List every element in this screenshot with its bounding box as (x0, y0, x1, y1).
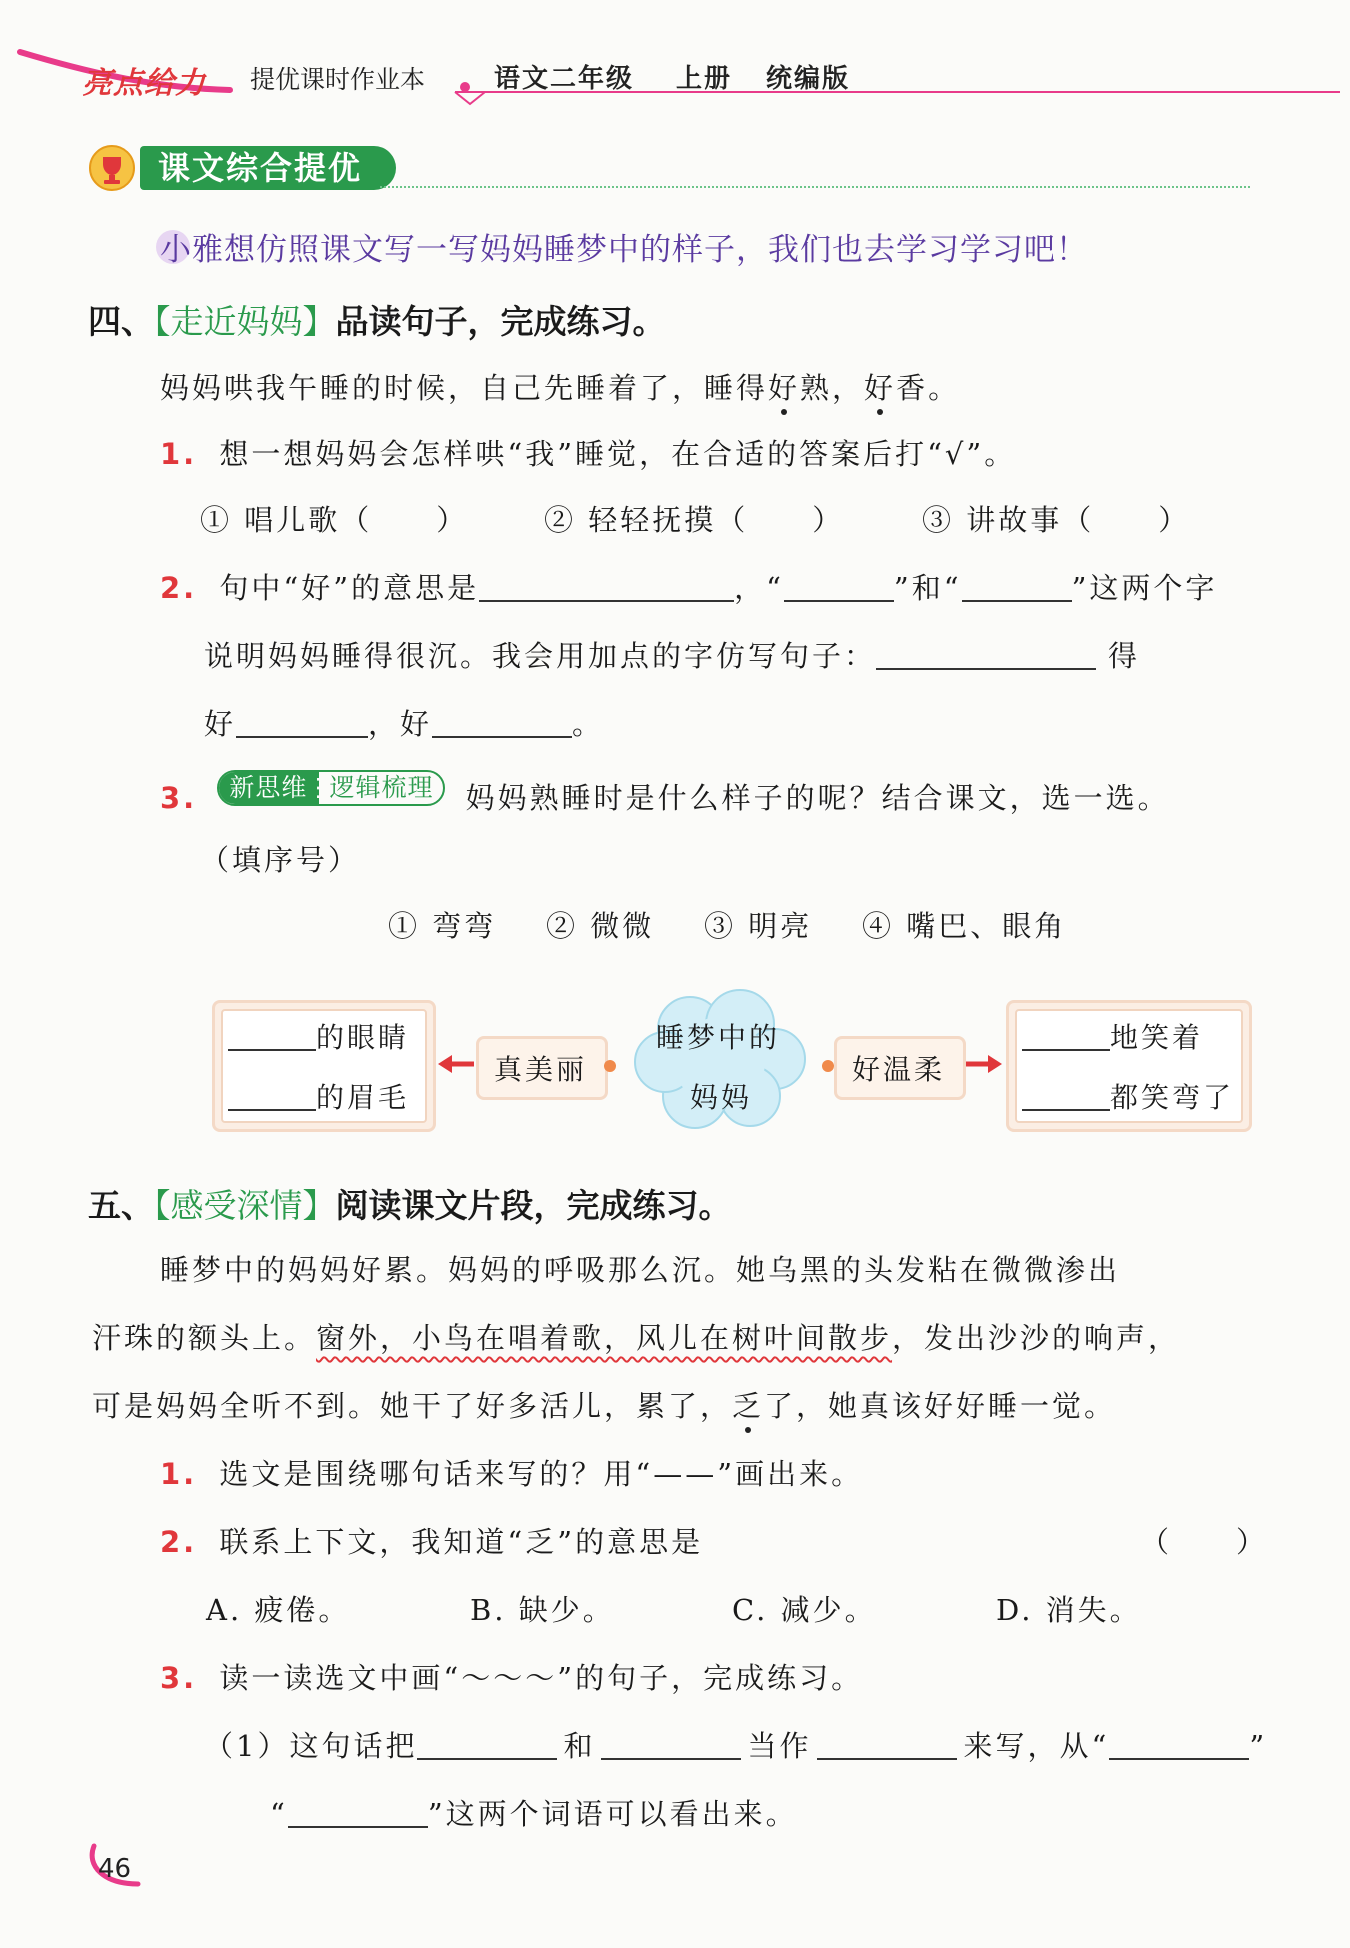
q4-passage-c: 香。 (896, 371, 961, 405)
q4-passage (160, 366, 960, 407)
q4-choice-4: ④ 嘴巴、眼角 (862, 909, 1067, 943)
q5-item2-paren[interactable]: （ ） (1140, 1525, 1269, 1559)
answer-blank[interactable] (417, 1729, 557, 1760)
header-edition: 统编版 (766, 64, 851, 94)
q5-option-a[interactable]: A. 疲倦。 (206, 1593, 351, 1627)
diagram-right-item-2 (1022, 1076, 1234, 1116)
q4-tag: 【走近妈妈】 (154, 302, 336, 341)
q5-passage-line3 (92, 1384, 1116, 1425)
q5-sub-e: ” (1249, 1729, 1268, 1763)
q4-item3-note: （填序号） (200, 843, 361, 877)
answer-blank[interactable] (784, 571, 894, 602)
answer-blank[interactable] (228, 1081, 316, 1111)
q5-p3-b: 了，她真该好好睡一觉。 (764, 1389, 1117, 1423)
q4-passage-a: 妈妈哄我午睡的时候，自己先睡着了，睡得 (160, 371, 769, 405)
diagram-center-line1: 睡梦中的 (656, 1021, 781, 1054)
q4-heading (88, 296, 666, 343)
q5-p3-a: 可是妈妈全听不到。她干了好多活儿，累了， (92, 1389, 733, 1423)
answer-blank[interactable] (817, 1729, 957, 1760)
q4-item3-num: 3. (160, 781, 198, 815)
q4-prefix: 四、 (88, 302, 154, 341)
q4-item2-line3-a: 好 (204, 707, 237, 741)
q5-tag: 【感受深情】 (154, 1186, 336, 1225)
header-volume: 上册 (676, 64, 733, 94)
q4-item1-text: 想一想妈妈会怎样哄“我”睡觉，在合适的答案后打“√”。 (219, 437, 1017, 471)
q5-title: 阅读课文片段，完成练习。 (335, 1186, 732, 1225)
right-arrow-icon (964, 1052, 1004, 1076)
q5-sub-b: 和 (563, 1729, 596, 1763)
q4-item2-text-d: ”这两个字 (1071, 571, 1218, 605)
section-intro (160, 224, 1088, 269)
q5-item1 (160, 1452, 863, 1493)
trophy-icon (88, 144, 136, 192)
diagram-right-item-1 (1022, 1016, 1203, 1056)
q4-item1-num: 1. (160, 437, 198, 471)
q5-option-d[interactable]: D. 消失。 (996, 1593, 1142, 1627)
q4-item2-text-b: ，“ (734, 571, 784, 605)
q4-item2-line2-text: 说明妈妈睡得很沉。我会用加点的字仿写句子： (204, 639, 877, 673)
q5-wavy-sentence: 窗外，小鸟在唱着歌，风儿在树叶间散步 (316, 1321, 893, 1355)
q4-dot-char-2: 好 (864, 366, 896, 407)
q5-passage-line1: 睡梦中的妈妈好累。妈妈的呼吸那么沉。她乌黑的头发粘在微微渗出 (160, 1253, 1121, 1287)
q5-item3-num: 3. (160, 1661, 198, 1695)
q5-prefix: 五、 (88, 1186, 154, 1225)
diagram-center-line2: 妈妈 (690, 1081, 753, 1114)
q4-passage-b: 熟， (800, 371, 865, 405)
q5-option-b[interactable]: B. 缺少。 (470, 1593, 615, 1627)
q4-item1-option-3[interactable]: ③ 讲故事（ ） (922, 503, 1191, 537)
connector-dot-left (604, 1060, 616, 1072)
q4-item1-option-1[interactable]: ① 唱儿歌（ ） (200, 503, 469, 537)
q5-item1-num: 1. (160, 1457, 198, 1491)
badge-main: 新思维 (219, 772, 317, 804)
q5-item2-text: 联系上下文，我知道“乏”的意思是 (219, 1525, 704, 1559)
q5-passage-line2 (92, 1316, 1180, 1357)
answer-blank[interactable] (962, 571, 1072, 602)
q5-item3-sub2 (270, 1792, 798, 1833)
q4-dot-char-1: 好 (768, 366, 800, 407)
q5-dot-char: 乏 (732, 1384, 764, 1425)
header-series: 提优课时作业本 (250, 65, 426, 94)
diagram-right-item-2-text: 都笑弯了 (1110, 1081, 1235, 1114)
banner-dotted-line (380, 186, 1250, 188)
answer-blank[interactable] (1109, 1729, 1249, 1760)
new-thinking-badge (217, 770, 445, 806)
header-dot (460, 82, 470, 92)
q4-item2-line2 (204, 634, 1140, 675)
q5-sub2-b: ”这两个词语可以看出来。 (427, 1797, 798, 1831)
badge-sub: 逻辑梳理 (317, 772, 443, 804)
page-number: 46 (98, 1854, 132, 1884)
q5-p2-a: 汗珠的额头上。 (92, 1321, 317, 1355)
q5-sub-c: 当作 (747, 1729, 812, 1763)
diagram-left-label: 真美丽 (494, 1053, 588, 1086)
answer-blank[interactable] (1022, 1081, 1110, 1111)
q4-item3-text: 妈妈熟睡时是什么样子的呢？结合课文，选一选。 (465, 781, 1170, 815)
q5-p2-b: ，发出沙沙的响声， (892, 1321, 1181, 1355)
q5-sub-d: 来写，从“ (963, 1729, 1110, 1763)
q4-choice-3: ③ 明亮 (704, 909, 813, 943)
q4-item3 (160, 770, 1170, 817)
answer-blank[interactable] (432, 707, 572, 738)
q4-item2-line3 (204, 702, 604, 743)
q5-option-c[interactable]: C. 减少。 (732, 1593, 877, 1627)
answer-blank[interactable] (1022, 1021, 1110, 1051)
header-subject: 语文二年级 (494, 64, 635, 94)
connector-dot-right (822, 1060, 834, 1072)
q4-item2-text-c: ”和“ (893, 571, 962, 605)
diagram-left-item-2 (228, 1076, 409, 1116)
q4-item2-text-a: 句中“好”的意思是 (219, 571, 480, 605)
left-arrow-icon (436, 1052, 476, 1076)
diagram-right-item-1-text: 地笑着 (1110, 1021, 1204, 1054)
q4-item2-line3-b: ，好 (368, 707, 433, 741)
answer-blank[interactable] (876, 639, 1096, 670)
q4-choice-1: ① 弯弯 (388, 909, 497, 943)
q5-item3 (160, 1656, 863, 1697)
diagram-left-item-1-text: 的眼睛 (316, 1021, 410, 1054)
diagram-left-item-1 (228, 1016, 409, 1056)
q5-item2 (160, 1520, 703, 1561)
answer-blank[interactable] (479, 571, 734, 602)
diagram-left-item-2-text: 的眉毛 (316, 1081, 410, 1114)
q4-item1-option-2[interactable]: ② 轻轻抚摸（ ） (544, 503, 845, 537)
section-banner (140, 146, 396, 190)
q4-item2-num: 2. (160, 571, 198, 605)
answer-blank[interactable] (236, 707, 368, 738)
section-intro-text: 小雅想仿照课文写一写妈妈睡梦中的样子，我们也去学习学习吧！ (160, 232, 1088, 268)
section-banner-text: 课文综合提优 (158, 149, 363, 187)
q5-item2-num: 2. (160, 1525, 198, 1559)
diagram-right-label: 好温柔 (852, 1053, 946, 1086)
q4-item2-line2-end: 得 (1108, 639, 1141, 673)
answer-blank[interactable] (601, 1729, 741, 1760)
answer-blank[interactable] (228, 1021, 316, 1051)
q5-item3-text: 读一读选文中画“～～～”的句子，完成练习。 (219, 1661, 864, 1695)
q5-sub2-a: “ (270, 1797, 288, 1831)
q5-item1-text: 选文是围绕哪句话来写的？用“——”画出来。 (219, 1457, 864, 1491)
q4-item2-line1 (160, 566, 1217, 607)
q5-sub-a: （1）这句话把 (204, 1729, 418, 1763)
q4-item2-line3-c: 。 (572, 707, 605, 741)
header-brand: 亮点给力 (82, 66, 206, 101)
q4-item1 (160, 432, 1016, 473)
q5-heading (88, 1180, 732, 1227)
q5-item3-sub1 (204, 1724, 1267, 1765)
answer-blank[interactable] (288, 1797, 428, 1828)
q4-title: 品读句子，完成练习。 (335, 302, 666, 341)
q4-choice-2: ② 微微 (546, 909, 655, 943)
